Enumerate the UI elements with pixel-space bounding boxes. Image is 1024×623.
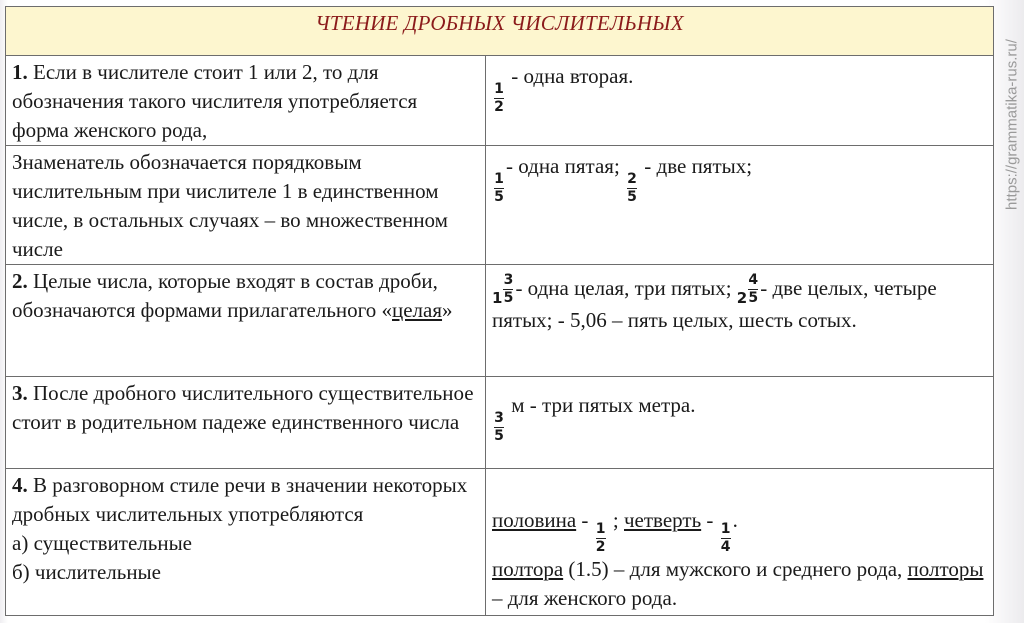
- rule-option-a: а) существительные: [12, 531, 192, 555]
- fraction-numerator: 1: [720, 521, 731, 537]
- example-text: .: [732, 508, 738, 532]
- mixed-number: [492, 273, 515, 306]
- fraction: [494, 411, 504, 444]
- fraction-numerator: 2: [627, 171, 637, 187]
- example-text: -: [701, 508, 719, 532]
- rule-text: После дробного числительного существительное стоит в родительном падеже единственного числа: [12, 381, 474, 434]
- example-line: [492, 506, 987, 555]
- table-row: [6, 469, 994, 616]
- example-text: -: [576, 508, 594, 532]
- rule-text: Целые числа, которые входят в состав дроби, обозначаются формами прилагательного «: [12, 269, 438, 322]
- fraction-numerator: 1: [595, 521, 606, 537]
- example-text: - одна вторая.: [506, 64, 634, 88]
- table-row: [6, 56, 994, 146]
- rule-option-b: б) числительные: [12, 560, 161, 584]
- table-row: [6, 265, 994, 377]
- fraction-denominator: 2: [595, 539, 606, 555]
- fraction: [721, 522, 731, 555]
- fraction: [748, 273, 758, 306]
- mixed-whole: 2: [736, 289, 748, 307]
- example-cell: [486, 469, 994, 616]
- fraction-denominator: 5: [627, 189, 637, 205]
- example-text: ;: [607, 508, 624, 532]
- table-row: [6, 377, 994, 469]
- example-cell: [486, 377, 994, 469]
- rule-text: Знаменатель обозначается порядковым числительным при числителе 1 в единственном числе, в остальных случаях – во множественном числе: [12, 150, 448, 261]
- example-text: (1.5) – для мужского и среднего рода,: [563, 557, 908, 581]
- example-text: - две пятых;: [639, 154, 753, 178]
- example-text: – для женского рода.: [492, 586, 678, 610]
- example-line: [492, 555, 987, 613]
- fraction-numerator: 3: [503, 272, 514, 288]
- mixed-number: [737, 273, 760, 306]
- fraction-denominator: 5: [494, 189, 504, 205]
- fraction-numerator: 1: [494, 81, 504, 97]
- mixed-whole: 1: [492, 289, 503, 307]
- example-text: - две целых, четыре пятых; - 5,06 – пять целых, шесть сотых.: [492, 276, 937, 332]
- rule-cell: [6, 377, 486, 469]
- watermark-text: https://grammatika-rus.ru/: [1003, 39, 1021, 210]
- example-cell: [486, 56, 994, 146]
- example-word: четверть: [624, 508, 702, 532]
- rule-text: В разговорном стиле речи в значении некоторых дробных числительных употребляются: [12, 473, 468, 526]
- fraction: [494, 82, 504, 115]
- example-cell: [486, 146, 994, 265]
- fraction-denominator: 5: [494, 428, 504, 444]
- fraction-numerator: 1: [494, 171, 504, 187]
- rule-underlined-word: целая: [392, 298, 443, 322]
- example-cell: [486, 265, 994, 377]
- example-text: - одна целая, три пятых;: [515, 276, 737, 300]
- rule-text: Если в числителе стоит 1 или 2, то для обозначения такого числителя употребляется форма женского рода,: [12, 60, 418, 142]
- rule-number: 1.: [12, 60, 28, 84]
- fraction: [503, 273, 513, 306]
- fraction: [596, 522, 606, 555]
- watermark: [1000, 4, 1022, 244]
- rule-number: 2.: [12, 269, 28, 293]
- table-title: ЧТЕНИЕ ДРОБНЫХ ЧИСЛИТЕЛЬНЫХ: [6, 7, 994, 56]
- fraction-denominator: 5: [503, 290, 514, 306]
- example-text: м - три пятых метра.: [506, 393, 696, 417]
- fraction-denominator: 2: [494, 99, 504, 115]
- example-text: - одна пятая;: [506, 154, 626, 178]
- fraction: [494, 172, 504, 205]
- table-row: [6, 146, 994, 265]
- fraction: [627, 172, 637, 205]
- fraction-denominator: 5: [748, 290, 759, 306]
- fraction-numerator: 3: [494, 410, 504, 426]
- example-word: полтора: [492, 557, 564, 581]
- rules-table: [5, 6, 994, 616]
- fraction-denominator: 4: [720, 539, 731, 555]
- example-word: половина: [492, 508, 577, 532]
- header-row: [6, 7, 994, 56]
- rule-cell: [6, 56, 486, 146]
- rule-text-end: »: [442, 298, 453, 322]
- example-word: полторы: [907, 557, 984, 581]
- rule-number: 4.: [12, 473, 28, 497]
- rule-cell: [6, 469, 486, 616]
- fraction-numerator: 4: [748, 272, 759, 288]
- rule-cell: [6, 146, 486, 265]
- rule-cell: [6, 265, 486, 377]
- rule-number: 3.: [12, 381, 28, 405]
